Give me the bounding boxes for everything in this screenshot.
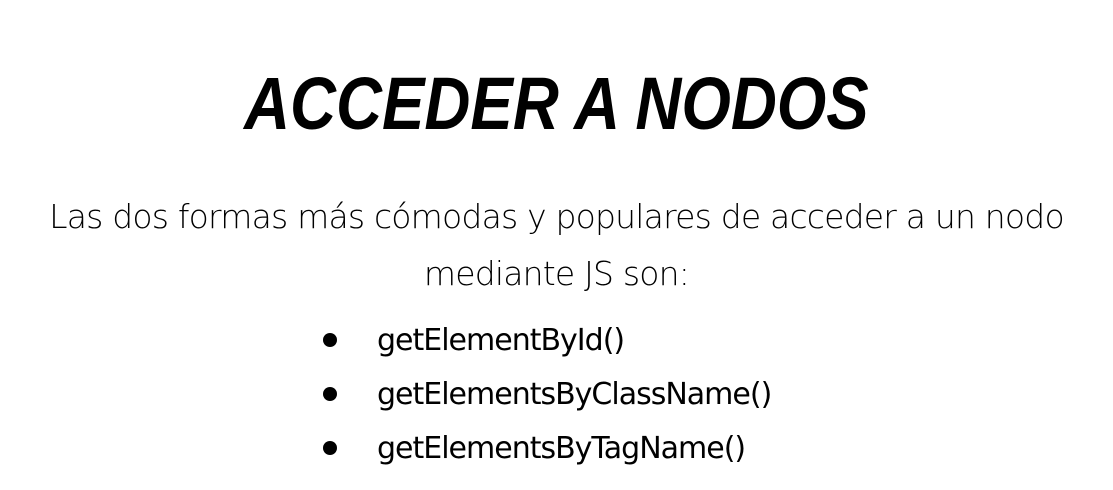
- method-name: getElementsByTagName(): [377, 430, 746, 466]
- list-item: [323, 367, 771, 421]
- methods-list: [323, 313, 771, 475]
- slide-title: ACCEDER A NODOS: [244, 61, 869, 145]
- list-item: [323, 421, 771, 475]
- method-name: getElementById(): [377, 322, 625, 358]
- intro-paragraph: Las dos formas más cómodas y populares de acceder a un nodo mediante JS son:: [49, 197, 1064, 293]
- method-name: getElementsByClassName(): [377, 376, 772, 412]
- bullet-icon: [323, 387, 337, 401]
- list-item: [323, 313, 771, 367]
- bullet-icon: [323, 441, 337, 455]
- bullet-icon: [323, 333, 337, 347]
